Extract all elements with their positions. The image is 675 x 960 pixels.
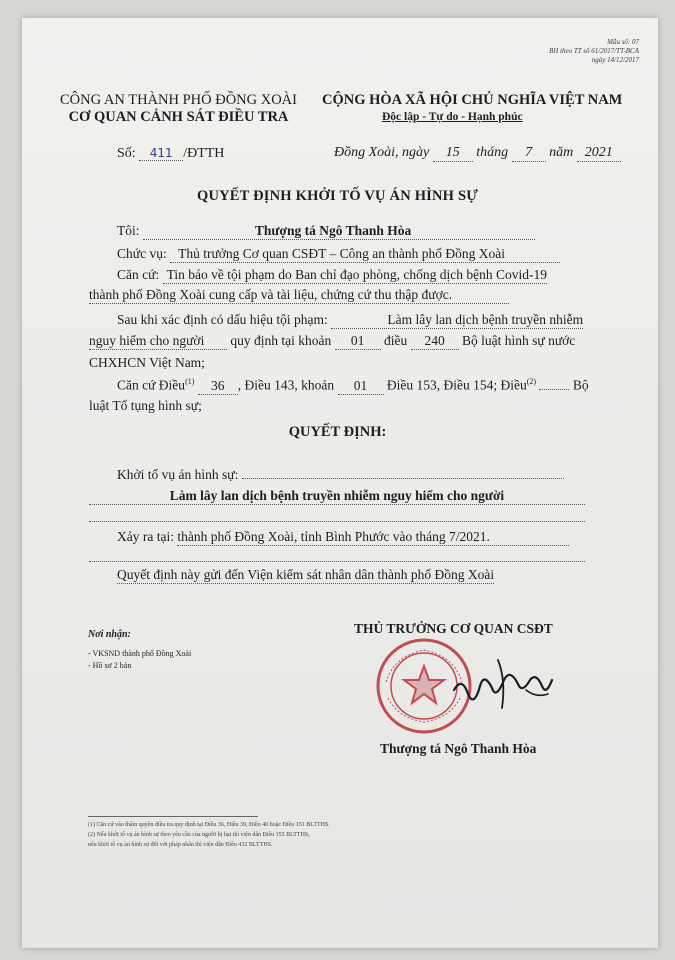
prosecute-line: Khởi tố vụ án hình sự: (117, 467, 564, 483)
case-name: Làm lây lan dịch bệnh truyền nhiễm nguy hiểm cho người (89, 488, 585, 505)
date-year: 2021 (577, 145, 621, 162)
crime-value: Làm lây lan dịch bệnh truyền nhiễm (331, 312, 583, 329)
clause-2: 01 (338, 378, 384, 395)
motto: Độc lập - Tự do - Hạnh phúc (382, 111, 523, 123)
crime-line: Sau khi xác định có dấu hiệu tội phạm: Làm lây lan dịch bệnh truyền nhiễm (117, 312, 584, 327)
signer-name: Thượng tá Ngô Thanh Hòa (380, 741, 537, 756)
officer-name: Thượng tá Ngô Thanh Hòa (143, 223, 535, 240)
signature-title: THỦ TRƯỞNG CƠ QUAN CSĐT (354, 621, 553, 636)
recipients-label: Nơi nhận: (88, 629, 131, 640)
document-number: Số: 411 /ĐTTH (117, 146, 225, 161)
recipient-item: - Hồ sơ 2 bản (88, 661, 132, 670)
prosecute-value-line (89, 488, 585, 505)
footnote: (1) Căn cứ vào thẩm quyền điều tra quy định tại Điều 36, Điều 39, Điều 40 hoặc Điều 151 BLTTHS. (88, 822, 330, 828)
form-code: Mẫu số: 07 BH theo TT số 61/2017/TT-BCA ngày 14/12/2017 (549, 38, 639, 64)
procedure-code-line: luật Tố tụng hình sự; (89, 398, 202, 413)
position-line: Chức vụ: Thủ trưởng Cơ quan CSĐT – Công an thành phố Đồng Xoài (117, 246, 560, 263)
recipient-item: - VKSND thành phố Đồng Xoài (88, 649, 192, 658)
document-title: QUYẾT ĐỊNH KHỞI TỐ VỤ ÁN HÌNH SỰ (196, 188, 478, 204)
basis-line: Căn cứ: Tin báo về tội phạm do Ban chỉ đạo phòng, chống dịch bệnh Covid-19 (117, 267, 548, 282)
footnote: (2) Nếu khởi tố vụ án hình sự theo yêu cầu của người bị hại thì viện dẫn Điều 155 BLTTHS, (88, 832, 310, 838)
agency-header (60, 92, 297, 126)
send-to-line: Quyết định này gửi đến Viện kiểm sát nhân dân thành phố Đồng Xoài (117, 567, 495, 582)
footnote: nếu khởi tố vụ án hình sự đối với pháp nhân thì viện dẫn Điều 432 BLTTHS. (88, 842, 273, 848)
date-month: 7 (512, 145, 546, 162)
basis-line-2: thành phố Đồng Xoài cung cấp và tài liệu, chứng cứ thu thập được. (89, 287, 509, 304)
article-1: 240 (411, 333, 459, 350)
clause-1: 01 (335, 333, 381, 350)
legal-basis-line: Căn cứ Điều$^{(1)}$ 36 , Điều 143, khoản 01 Điều 153, Điều 154; Điều$^{(2)}$ Bộ (117, 377, 589, 393)
crime-line-2: nguy hiểm cho người quy định tại khoản 01 điều 240 Bộ luật hình sự nước (89, 333, 576, 348)
position-value: Thủ trưởng Cơ quan CSĐT – Công an thành phố Đồng Xoài (170, 246, 560, 263)
date-day: 15 (433, 145, 473, 162)
handwritten-signature (448, 650, 558, 720)
agency-unit: CƠ QUAN CẢNH SÁT ĐIỀU TRA (68, 109, 289, 125)
country-line: CHXHCN Việt Nam; (89, 355, 205, 370)
location-value: thành phố Đồng Xoài, tỉnh Bình Phước vào tháng 7/2021. (177, 529, 569, 546)
stamp-star-icon (404, 666, 444, 703)
footnote-divider (88, 816, 258, 817)
basis-value: Tin báo về tội phạm do Ban chỉ đạo phòng, chống dịch bệnh Covid-19 (163, 267, 547, 284)
article-2: 36 (198, 378, 238, 395)
blank-line-2 (89, 550, 585, 566)
republic-title: CỘNG HÒA XÃ HỘI CHỦ NGHĨA VIỆT NAM (322, 92, 623, 108)
blank-line-1 (89, 510, 585, 526)
location-line: Xảy ra tại: thành phố Đồng Xoài, tỉnh Bình Phước vào tháng 7/2021. (117, 529, 569, 546)
agency-name: CÔNG AN THÀNH PHỐ ĐỒNG XOÀI (60, 92, 297, 108)
toi-line: Tôi: Thượng tá Ngô Thanh Hòa (117, 223, 535, 240)
number-value: 411 (139, 146, 183, 161)
decision-heading: QUYẾT ĐỊNH: (288, 424, 387, 440)
document-date: Đồng Xoài, ngày 15 tháng 7 năm 2021 (334, 145, 621, 162)
